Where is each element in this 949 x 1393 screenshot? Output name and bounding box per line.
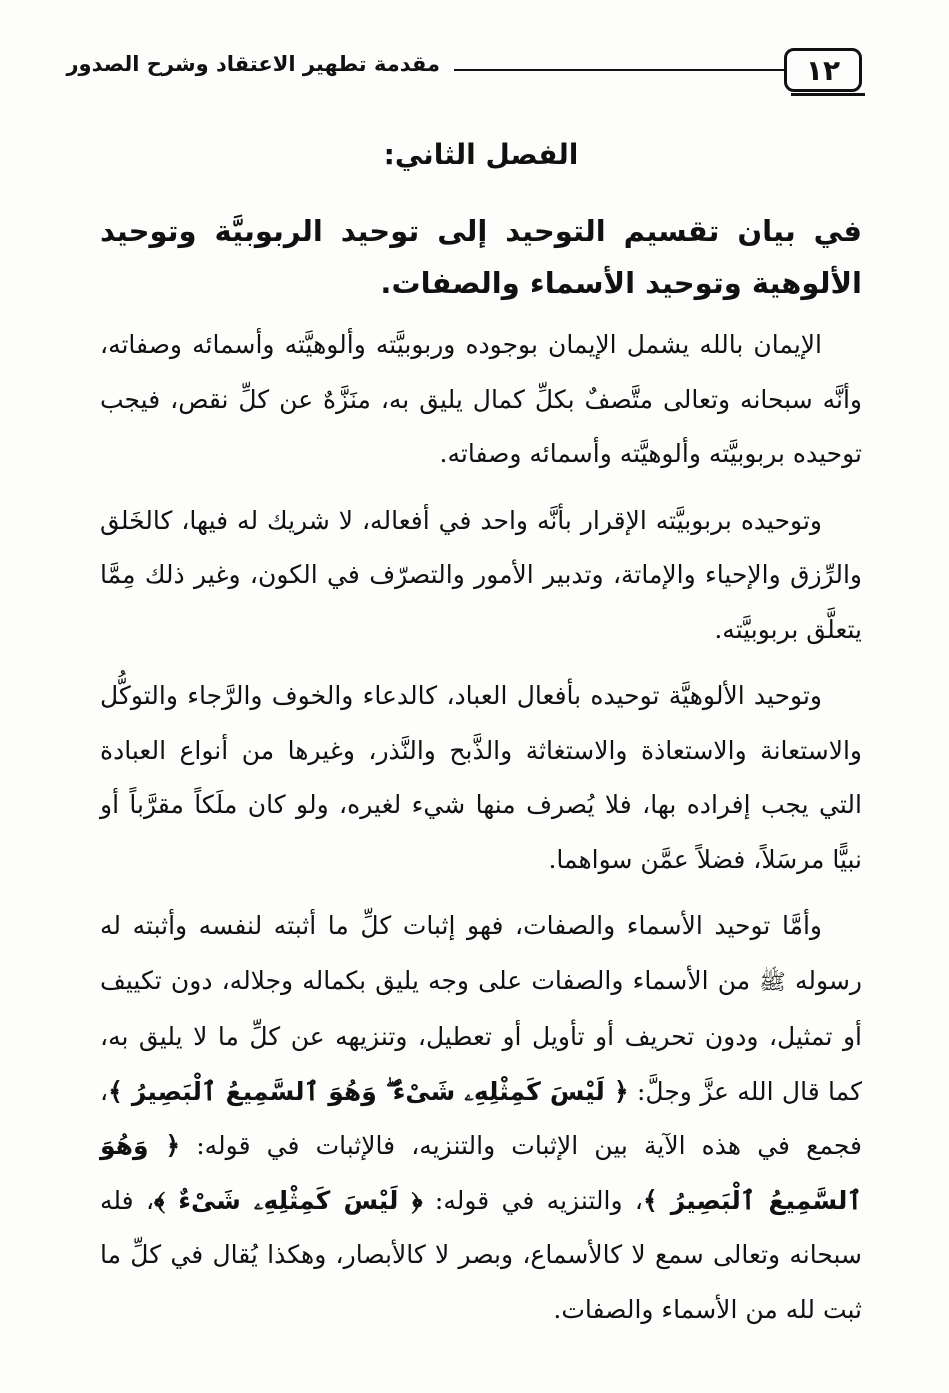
book-title: مقدمة تطهير الاعتقاد وشرح الصدور — [66, 52, 440, 76]
quran-quote-2: ﴿ وَهُوَ ٱلسَّمِيعُ ٱلْبَصِيرُ ﴾ — [100, 1131, 862, 1215]
paragraph-4-part-a: وأمَّا توحيد الأسماء والصفات، فهو إثبات كلِّ ما أثبته لنفسه وأثبته له رسوله — [100, 911, 862, 995]
paragraph-4-part-c: ، فجمع في هذه الآية بين الإثبات والتنزيه، فالإثبات في قوله: — [100, 1076, 862, 1160]
paragraph-2: وتوحيده بربوبيَّته الإقرار بأنَّه واحد في أفعاله، لا شريك له فيها، كالخَلق والرِّزق والإحياء والإماتة، وتدبير الأمور والتصرّف في الكون، وغير ذلك مِمَّا يتعلَّق بربوبيَّته. — [100, 505, 862, 644]
paragraph-4-part-e: ، فله سبحانه وتعالى سمع لا كالأسماع، وبصر لا كالأبصار، وهكذا يُقال في كلِّ ما ثبت لله من الأسماء والصفات. — [100, 1185, 862, 1324]
book-page — [66, 0, 862, 1393]
header-rule — [454, 69, 784, 71]
quran-quote-1: ﴿ لَيْسَ كَمِثْلِهِۦ شَىْءٌ ۖ وَهُوَ ٱلسَّمِيعُ ٱلْبَصِيرُ ﴾ — [108, 1076, 629, 1106]
page-number: ١٢ — [784, 48, 862, 92]
paragraph-4 — [100, 899, 862, 1337]
body-text — [100, 318, 862, 1349]
section-heading: في بيان تقسيم التوحيد إلى توحيد الربوبيَّة وتوحيد الألوهية وتوحيد الأسماء والصفات. — [100, 214, 862, 300]
chapter-title: الفصل الثاني: — [383, 138, 579, 171]
running-header — [66, 48, 862, 100]
paragraph-4-part-d: ، والتنزيه في قوله: — [434, 1185, 643, 1215]
salawat-symbol: ﷺ — [759, 969, 786, 995]
paragraph-4-part-b: من الأسماء والصفات على وجه يليق بكماله وجلاله، دون تكييف أو تمثيل، ودون تحريف أو تأويل أو تعطيل، وتنزيهه عن كلِّ ما لا يليق به، كما قال الله عزَّ وجلَّ: — [100, 965, 862, 1106]
paragraph-1: الإيمان بالله يشمل الإيمان بوجوده وربوبيَّته وألوهيَّته وأسمائه وصفاته، وأنَّه سبحانه وتعالى متَّصفٌ بكلِّ كمال يليق به، منَزَّهٌ عن كلِّ نقص، فيجب توحيده بربوبيَّته وألوهيَّته وأسمائه وصفاته. — [100, 330, 862, 468]
paragraph-3: وتوحيد الألوهيَّة توحيده بأفعال العباد، كالدعاء والخوف والرَّجاء والتوكُّل والاستعانة والاستعاذة والاستغاثة والذَّبح والنَّذر، وغيرها من أنواع العبادة التي يجب إفراده بها، فلا يُصرف منها شيء لغيره، ولو كان ملَكاً مقرَّباً أو نبيًّا مرسَلاً، فضلاً عمَّن سواهما. — [100, 681, 862, 874]
quran-quote-3: ﴿ لَيْسَ كَمِثْلِهِۦ شَىْءٌ ﴾ — [154, 1185, 423, 1215]
running-header-title — [66, 52, 440, 76]
